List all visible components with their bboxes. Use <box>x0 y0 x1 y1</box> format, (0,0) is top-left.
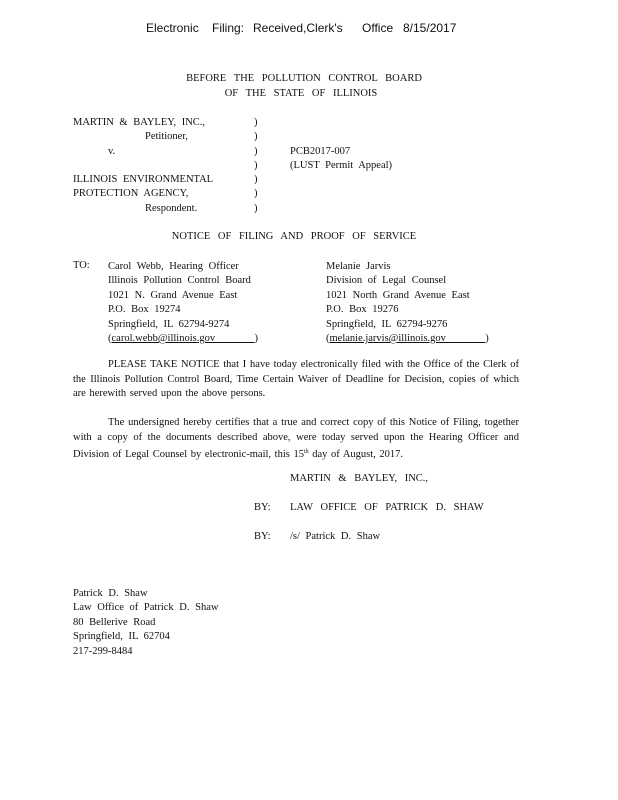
attorney-line: Patrick D. Shaw <box>73 588 148 599</box>
email-link[interactable]: carol.webb@illinois.gov <box>111 333 216 345</box>
caption-paren: ) <box>254 146 258 157</box>
caption-paren: ) <box>254 117 258 128</box>
recipient-email-line: (carol.webb@illinois.gov ) <box>108 333 258 345</box>
petitioner-role: Petitioner, <box>145 131 189 142</box>
attorney-line: 217-299-8484 <box>73 645 133 657</box>
stamp-office: Office <box>362 21 394 35</box>
by-label: BY: <box>254 502 271 513</box>
recipient-right <box>326 260 489 346</box>
stamp-filing: Filing: <box>212 21 245 35</box>
recipient-line: 1021 North Grand Avenue East <box>326 289 470 301</box>
recipient-line: Carol Webb, Hearing Officer <box>108 261 239 272</box>
petitioner-name: MARTIN & BAYLEY, INC., <box>73 117 206 128</box>
recipient-left <box>108 260 258 346</box>
respondent-role: Respondent. <box>145 203 198 214</box>
caption-paren: ) <box>254 174 258 185</box>
ordinal-suffix: th <box>303 449 309 455</box>
board-heading-line1: BEFORE THE POLLUTION CONTROL BOARD <box>186 73 422 84</box>
caption-paren: ) <box>254 131 258 142</box>
notice-paragraph <box>73 358 519 402</box>
recipient-line: P.O. Box 19276 <box>326 304 399 316</box>
notice-title: NOTICE OF FILING AND PROOF OF SERVICE <box>171 231 417 242</box>
stamp-prefix: Electronic <box>146 21 199 35</box>
recipient-email-line: (melanie.jarvis@illinois.gov ) <box>326 333 489 345</box>
caption-paren: ) <box>254 203 258 214</box>
attorney-block <box>73 587 218 659</box>
recipient-line: Springfield, IL 62794-9276 <box>326 318 448 330</box>
certificate-text-end: day of August, 2017. <box>308 449 404 460</box>
signature-party: MARTIN & BAYLEY, INC., <box>290 473 429 484</box>
recipient-line: Melanie Jarvis <box>326 261 391 272</box>
certificate-paragraph <box>73 416 519 463</box>
attorney-line: Springfield, IL 62704 <box>73 631 170 643</box>
stamp-date: 8/15/2017 <box>403 21 457 35</box>
certificate-text: The undersigned hereby certifies that a true and correct copy of this Notice of Filing, together with a copy of the documents described above, were today served upon the Hearing Officer and Division of Legal Counsel by electronic-mail, this 15 <box>73 417 519 460</box>
versus: v. <box>108 146 116 157</box>
notice-paragraph-text: PLEASE TAKE NOTICE that I have today electronically filed with the Office of the Clerk of the Illinois Pollution Control Board, Time Certain Waiver of Deadline for Decision, copies of which are herewith served upon the above persons. <box>73 359 519 399</box>
recipient-line: Illinois Pollution Control Board <box>108 275 251 287</box>
recipient-line: Springfield, IL 62794-9274 <box>108 318 230 330</box>
recipient-line: 1021 N. Grand Avenue East <box>108 289 238 301</box>
case-type: (LUST Permit Appeal) <box>290 160 393 171</box>
caption-paren: ) <box>254 188 258 199</box>
to-label: TO: <box>73 260 90 271</box>
board-heading-line2: OF THE STATE OF ILLINOIS <box>224 88 378 99</box>
attorney-line: Law Office of Patrick D. Shaw <box>73 602 219 614</box>
respondent-line2: PROTECTION AGENCY, <box>73 188 189 199</box>
case-number: PCB2017-007 <box>290 146 351 157</box>
signature-signer: /s/ Patrick D. Shaw <box>290 531 381 542</box>
email-link[interactable]: melanie.jarvis@illinois.gov <box>329 333 446 345</box>
caption-paren: ) <box>254 160 258 171</box>
respondent-line1: ILLINOIS ENVIRONMENTAL <box>73 174 214 185</box>
recipient-line: P.O. Box 19274 <box>108 304 181 316</box>
attorney-line: 80 Bellerive Road <box>73 616 156 628</box>
stamp-received: Received,Clerk's <box>253 21 343 35</box>
recipient-line: Division of Legal Counsel <box>326 275 447 287</box>
by-label: BY: <box>254 531 271 542</box>
signature-firm: LAW OFFICE OF PATRICK D. SHAW <box>290 502 484 513</box>
